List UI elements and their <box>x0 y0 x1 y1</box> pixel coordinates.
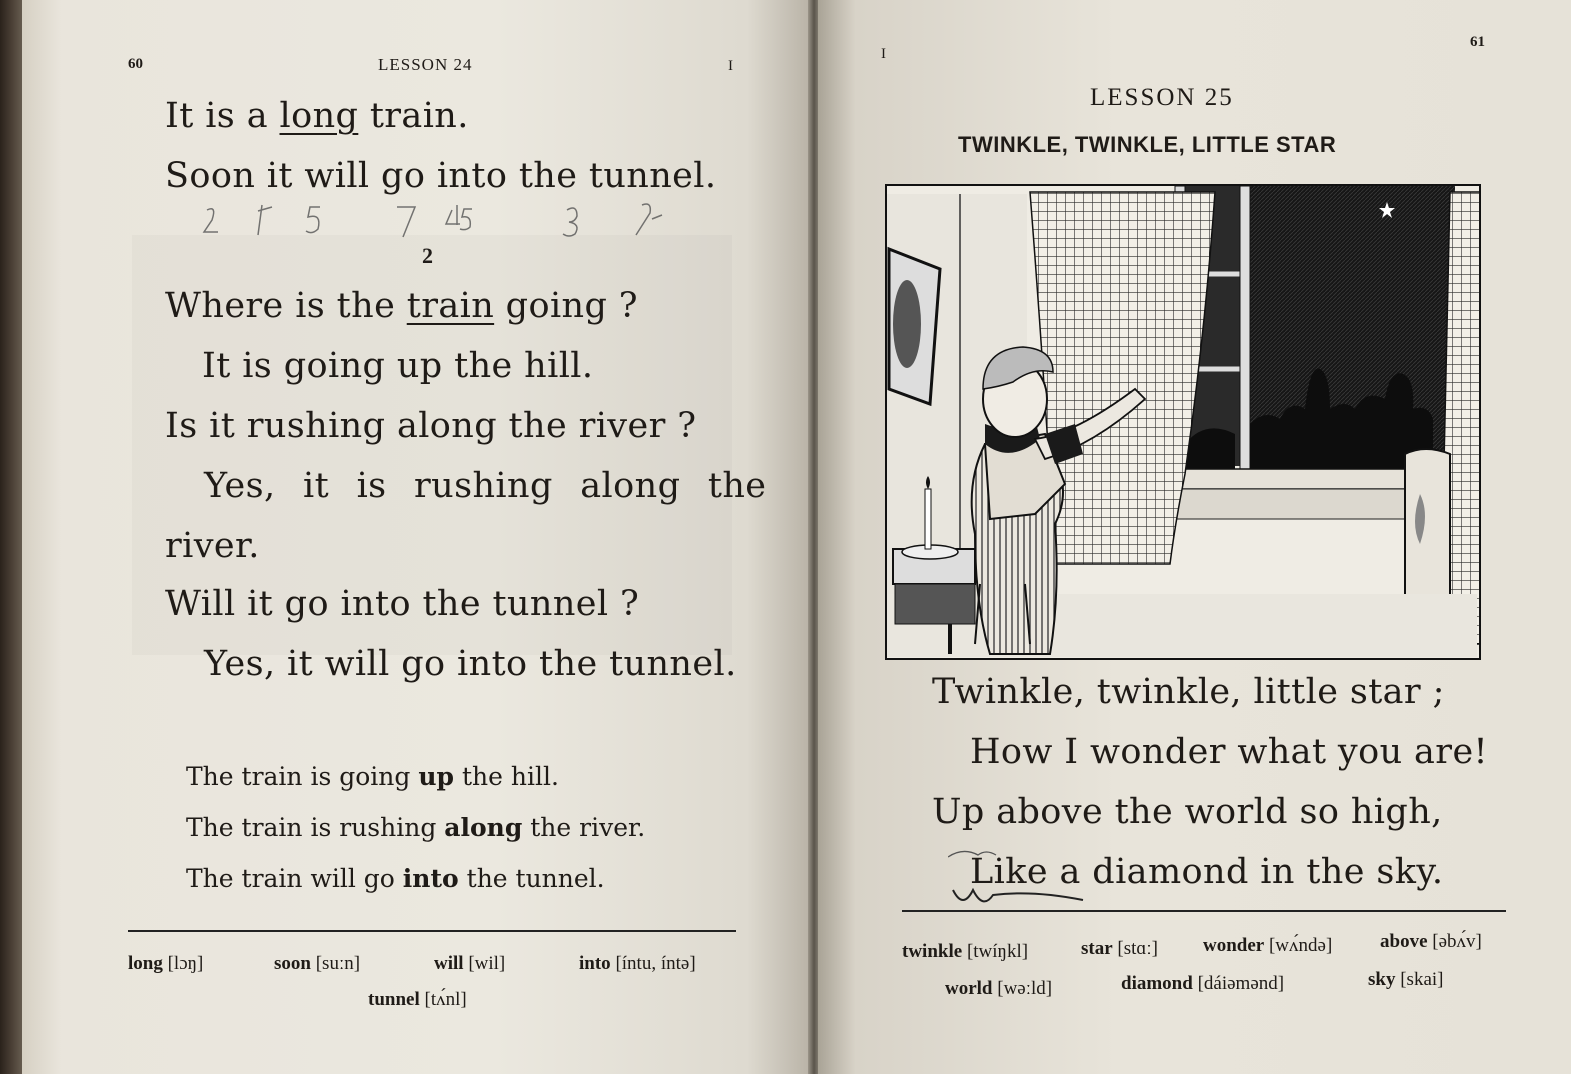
dialogue-line: Where is the train going ? <box>165 286 638 326</box>
vocab-entry: sky [skai] <box>1368 969 1444 990</box>
dialogue-line: Will it go into the tunnel ? <box>165 584 640 624</box>
poem-line: Like a diamond in the sky. <box>970 852 1444 892</box>
vocab-entry: soon [suːn] <box>274 953 361 974</box>
vocab-entry: long [lɔŋ] <box>128 953 204 974</box>
section-number: 2 <box>422 243 433 268</box>
dialogue-line: It is going up the hill. <box>202 346 594 386</box>
vocab-entry: tunnel [tʌ́nl] <box>368 989 467 1010</box>
book-edge <box>0 0 24 1074</box>
vocab-entry: will [wil] <box>434 953 506 974</box>
vocab-entry: diamond [dáiəmənd] <box>1121 973 1285 994</box>
text-line: Soon it will go into the tunnel. <box>165 156 717 196</box>
lesson-header: LESSON 24 <box>378 55 473 74</box>
boy-at-window-illustration <box>885 184 1481 660</box>
corner-mark: I <box>728 58 733 74</box>
handwritten-numbers <box>172 195 692 245</box>
dialogue-line: Yes, it is rushing along the <box>204 466 767 506</box>
vocab-entry: world [wəːld] <box>945 978 1053 999</box>
left-page <box>22 0 810 1074</box>
example-sentence: The train will go into the tunnel. <box>186 864 605 893</box>
page-number: 60 <box>128 56 143 72</box>
vocab-entry: twinkle [twíŋkl] <box>902 941 1029 962</box>
vocab-entry: above [əbʌ́v] <box>1380 931 1482 952</box>
handwritten-scribble <box>948 835 1108 915</box>
vocab-entry: into [íntu, íntə] <box>579 953 696 974</box>
poem-line: Up above the world so high, <box>932 792 1443 832</box>
example-sentence: The train is going up the hill. <box>186 762 559 791</box>
dialogue-line: Is it rushing along the river ? <box>165 406 697 446</box>
vocab-divider <box>902 910 1506 912</box>
vocab-entry: star [stɑː] <box>1081 938 1158 959</box>
vocab-entry: wonder [wʌ́ndə] <box>1203 935 1333 956</box>
dialogue-line: river. <box>165 526 260 566</box>
poem-line: How I wonder what you are! <box>970 732 1489 772</box>
corner-mark: I <box>881 46 886 62</box>
page-number: 61 <box>1470 34 1485 50</box>
example-sentence: The train is rushing along the river. <box>186 813 646 842</box>
right-page <box>818 0 1571 1074</box>
lesson-title: LESSON 25 <box>1090 84 1234 111</box>
poem-line: Twinkle, twinkle, little star ; <box>932 672 1445 712</box>
lesson-subtitle: TWINKLE, TWINKLE, LITTLE STAR <box>958 132 1337 157</box>
vocab-divider <box>128 930 736 932</box>
text-line: It is a long train. <box>165 96 469 136</box>
dialogue-line: Yes, it will go into the tunnel. <box>204 644 737 684</box>
